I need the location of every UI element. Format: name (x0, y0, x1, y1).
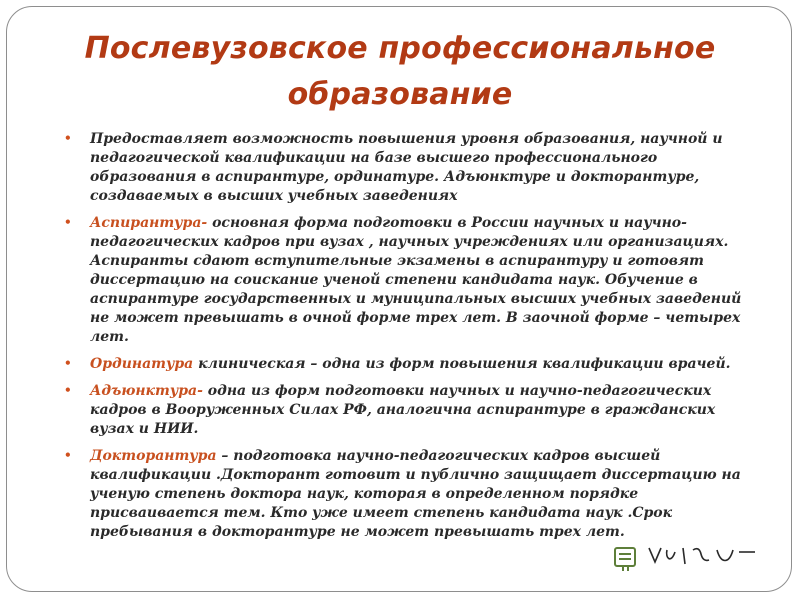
bullet-list (64, 130, 762, 550)
list-item (64, 130, 762, 206)
list-item (64, 447, 762, 542)
item-text: клиническая – одна из форм повышения квалификации врачей. (193, 356, 731, 372)
item-term: Аспирантура- (90, 215, 208, 231)
item-term: Ординатура (90, 356, 194, 372)
bullet-icon: • (64, 356, 72, 370)
list-item (64, 355, 762, 374)
bullet-icon: • (64, 448, 72, 462)
item-term: Докторантура (90, 448, 217, 464)
item-text: – подготовка научно-педагогических кадров высшей квалификации .Докторант готовит и публично защищает диссертацию на ученую степень доктора наук, которая в определенном порядке присваивается тем. Кто уже имеет степень кандидата наук .Срок пребывания в докторантуре не может превышать трех лет. (90, 448, 741, 540)
bullet-icon: • (64, 131, 72, 145)
list-item (64, 382, 762, 439)
item-text: Предоставляет возможность повышения уровня образования, научной и педагогической квалификации на базе высшего профессионального образования в аспирантуре, ординатуре. Адъюнктуре и докторантуре, создаваемых в высших учебных заведениях (90, 131, 723, 204)
list-item (64, 214, 762, 347)
item-term: Адъюнктура- (90, 383, 203, 399)
checklist-flourish-icon (613, 540, 763, 572)
item-text: одна из форм подготовки научных и научно-педагогических кадров в Вооруженных Силах РФ, аналогична аспирантуре в гражданских вузах и НИИ. (90, 383, 716, 437)
bullet-icon: • (64, 383, 72, 397)
bullet-icon: • (64, 215, 72, 229)
slide-title: Послевузовское профессиональное образование (84, 31, 716, 112)
item-text: основная форма подготовки в России научных и научно-педагогических кадров при вузах , научных учреждениях или организациях. Аспиранты сдают вступительные экзамены в аспирантуру и готовят диссертацию на соискание ученой степени кандидата наук. Обучение в аспирантуре государственных и муниципальных высших учебных заведений не может превышать в очной форме трех лет. В заочной форме – четырех лет. (90, 215, 742, 345)
